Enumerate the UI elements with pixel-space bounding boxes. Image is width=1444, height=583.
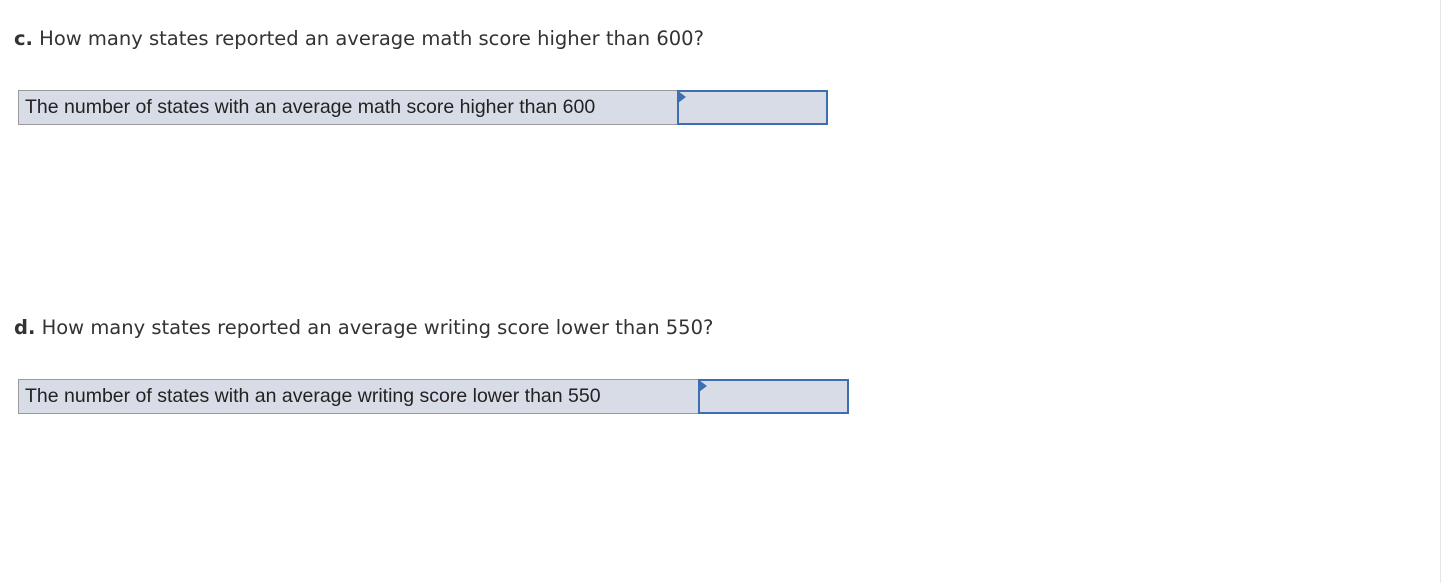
- question-d-letter: d.: [14, 316, 36, 339]
- question-d-text: How many states reported an average writing score lower than 550?: [35, 316, 714, 339]
- question-d: [14, 315, 713, 341]
- question-c-text: How many states reported an average math score higher than 600?: [32, 27, 704, 50]
- answer-input-wrapper-d: [698, 379, 849, 414]
- answer-label-d: The number of states with an average writing score lower than 550: [18, 379, 698, 414]
- page-edge-divider: [1440, 0, 1441, 583]
- answer-row-c: [18, 90, 828, 125]
- answer-input-wrapper-c: [677, 90, 828, 125]
- answer-input-c[interactable]: [677, 90, 828, 125]
- answer-row-d: [18, 379, 849, 414]
- question-c: [14, 26, 704, 52]
- answer-label-c: The number of states with an average math score higher than 600: [18, 90, 677, 125]
- answer-input-d[interactable]: [698, 379, 849, 414]
- question-c-letter: c.: [14, 27, 33, 50]
